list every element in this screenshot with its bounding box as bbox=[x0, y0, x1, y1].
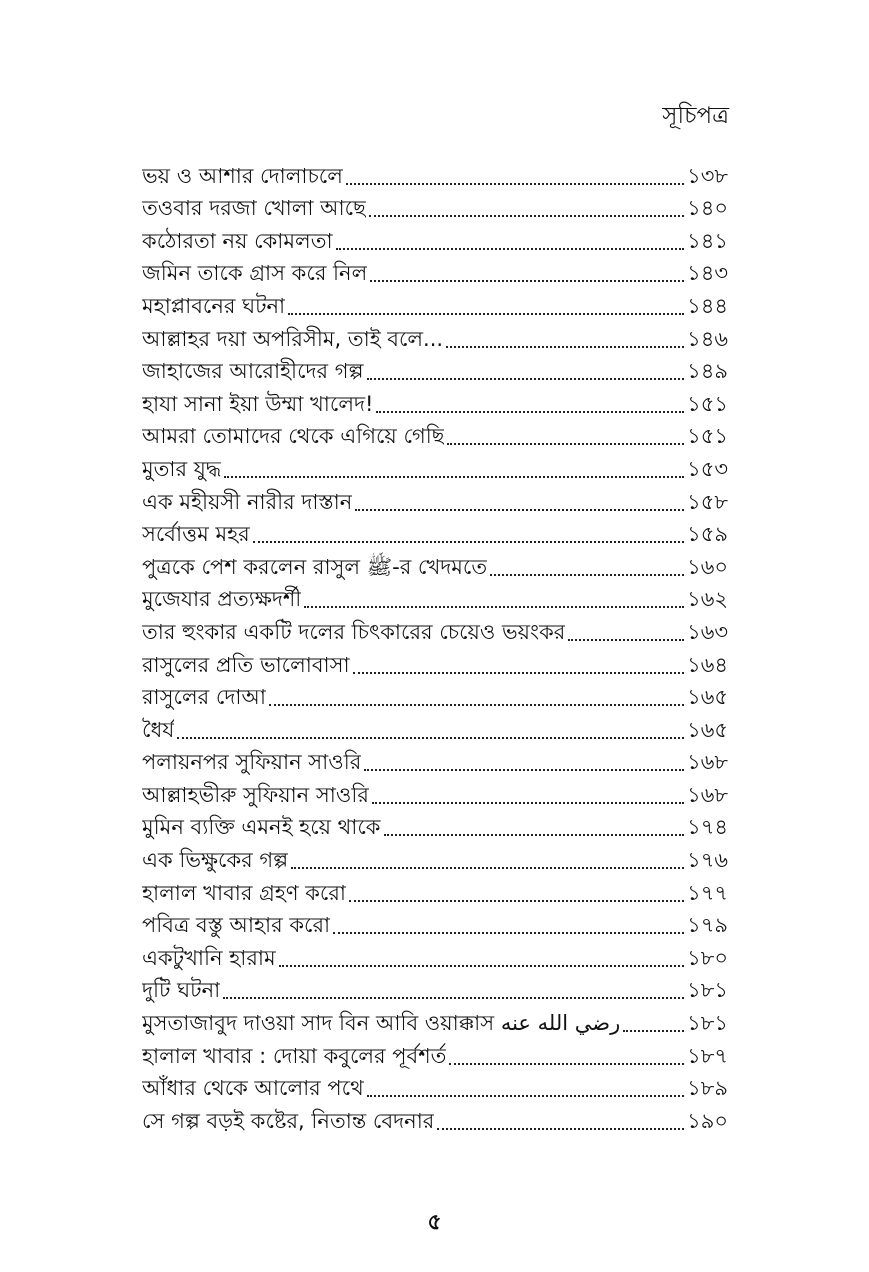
toc-entry bbox=[142, 419, 728, 452]
toc-entry-page: ১৬২ bbox=[687, 587, 728, 612]
toc-entry-title: আল্লাহর দয়া অপরিসীম, তাই বলে... bbox=[142, 326, 444, 351]
toc-entry bbox=[142, 1038, 728, 1071]
toc-entry bbox=[142, 582, 728, 615]
table-of-contents bbox=[142, 158, 728, 1136]
dot-leader bbox=[355, 509, 684, 511]
toc-entry-page: ১৪৪ bbox=[687, 293, 728, 318]
dot-leader bbox=[291, 867, 684, 869]
dot-leader bbox=[447, 443, 684, 445]
toc-entry-title: আঁধার থেকে আলোর পথে bbox=[142, 1076, 364, 1101]
toc-entry-page: ১৫৩ bbox=[687, 456, 728, 481]
dot-leader bbox=[269, 704, 684, 706]
toc-entry-title: পলায়নপর সুফিয়ান সাওরি bbox=[142, 750, 362, 775]
dot-leader bbox=[490, 574, 684, 576]
dot-leader bbox=[623, 1030, 684, 1032]
toc-entry-page: ১৮৯ bbox=[687, 1076, 728, 1101]
dot-leader bbox=[224, 476, 684, 478]
toc-entry bbox=[142, 549, 728, 582]
toc-entry-title: ধৈর্য bbox=[142, 717, 175, 742]
toc-entry bbox=[142, 517, 728, 550]
toc-entry-title: একটুখানি হারাম bbox=[142, 945, 276, 970]
dot-leader bbox=[370, 280, 684, 282]
toc-entry-page: ১৪৯ bbox=[687, 359, 728, 384]
toc-entry-title: আমরা তোমাদের থেকে এগিয়ে গেছি bbox=[142, 424, 445, 449]
toc-entry bbox=[142, 712, 728, 745]
toc-entry-page: ১৮৭ bbox=[687, 1043, 728, 1068]
toc-entry bbox=[142, 614, 728, 647]
toc-entry-title: হালাল খাবার : দোয়া কবুলের পূর্বশর্ত bbox=[142, 1043, 447, 1068]
dot-leader bbox=[177, 737, 684, 739]
toc-entry-title: ভয় ও আশার দোলাচলে bbox=[142, 163, 343, 188]
dot-leader bbox=[279, 965, 684, 967]
dot-leader bbox=[568, 639, 684, 641]
toc-entry bbox=[142, 1103, 728, 1136]
toc-entry-page: ১৪১ bbox=[687, 228, 728, 253]
page-title: সূচিপত্র bbox=[662, 103, 729, 129]
toc-entry-page: ১৬৮ bbox=[687, 750, 728, 775]
toc-entry bbox=[142, 745, 728, 778]
toc-entry bbox=[142, 647, 728, 680]
toc-entry-page: ১৬৪ bbox=[687, 652, 728, 677]
toc-entry-page: ১৬০ bbox=[687, 554, 728, 579]
toc-entry bbox=[142, 256, 728, 289]
toc-entry bbox=[142, 1071, 728, 1104]
toc-entry bbox=[142, 842, 728, 875]
toc-entry-title: জমিন তাকে গ্রাস করে নিল bbox=[142, 261, 368, 286]
toc-entry-page: ১৮০ bbox=[687, 945, 728, 970]
toc-entry bbox=[142, 191, 728, 224]
toc-entry-title: আল্লাহভীরু সুফিয়ান সাওরি bbox=[142, 782, 369, 807]
dot-leader bbox=[437, 1128, 684, 1130]
toc-entry-title: দুটি ঘটনা bbox=[142, 978, 221, 1003]
toc-entry-page: ১৬৮ bbox=[687, 782, 728, 807]
toc-entry bbox=[142, 321, 728, 354]
toc-entry-page: ১৪৩ bbox=[687, 261, 728, 286]
dot-leader bbox=[253, 541, 684, 543]
toc-entry bbox=[142, 810, 728, 843]
toc-entry-title: সর্বোত্তম মহর bbox=[142, 522, 250, 547]
toc-entry-page: ১৫৮ bbox=[687, 489, 728, 514]
dot-leader bbox=[304, 606, 684, 608]
toc-entry bbox=[142, 1005, 728, 1038]
dot-leader bbox=[336, 248, 685, 250]
dot-leader bbox=[376, 411, 684, 413]
dot-leader bbox=[369, 215, 684, 217]
toc-entry bbox=[142, 158, 728, 191]
dot-leader bbox=[372, 802, 684, 804]
toc-entry bbox=[142, 484, 728, 517]
toc-entry-title: মুজেযার প্রত্যক্ষদর্শী bbox=[142, 587, 302, 612]
dot-leader bbox=[367, 1095, 684, 1097]
toc-entry-title: পুত্রকে পেশ করলেন রাসুল ﷺ-র খেদমতে bbox=[142, 554, 488, 579]
toc-entry-page: ১৫৯ bbox=[687, 522, 728, 547]
toc-entry-title: মুমিন ব্যক্তি এমনই হয়ে থাকে bbox=[142, 815, 381, 840]
toc-entry-page: ১৯০ bbox=[687, 1108, 728, 1133]
toc-entry-page: ১৭৯ bbox=[687, 913, 728, 938]
toc-entry bbox=[142, 354, 728, 387]
toc-entry-title: মহাপ্লাবনের ঘটনা bbox=[142, 293, 286, 318]
toc-entry bbox=[142, 940, 728, 973]
toc-entry-title: মুসতাজাবুদ দাওয়া সাদ বিন আবি ওয়াক্কাস رضي الله عنه bbox=[142, 1011, 621, 1036]
toc-entry-title: রাসুলের প্রতি ভালোবাসা bbox=[142, 652, 350, 677]
toc-entry-title: হাযা সানা ইয়া উম্মা খালেদ! bbox=[142, 391, 374, 416]
toc-entry bbox=[142, 288, 728, 321]
toc-entry-title: কঠোরতা নয় কোমলতা bbox=[142, 228, 333, 253]
page-number: ৫ bbox=[427, 1210, 442, 1235]
toc-entry-page: ১৭৬ bbox=[687, 848, 728, 873]
toc-entry bbox=[142, 973, 728, 1006]
toc-entry-title: পবিত্র বস্তু আহার করো bbox=[142, 913, 331, 938]
toc-entry-page: ১৬৫ bbox=[687, 717, 728, 742]
toc-entry-page: ১৩৮ bbox=[687, 163, 728, 188]
toc-entry-title: মুতার যুদ্ধ bbox=[142, 456, 222, 481]
dot-leader bbox=[449, 1063, 684, 1065]
dot-leader bbox=[446, 346, 684, 348]
toc-entry-page: ১৮১ bbox=[687, 978, 728, 1003]
toc-entry-page: ১৮১ bbox=[687, 1011, 728, 1036]
toc-entry-page: ১৫১ bbox=[687, 391, 728, 416]
toc-entry-title: এক ভিক্ষুকের গল্প bbox=[142, 848, 289, 873]
toc-entry-page: ১৪৬ bbox=[687, 326, 728, 351]
toc-entry-title: হালাল খাবার গ্রহণ করো bbox=[142, 880, 346, 905]
dot-leader bbox=[353, 672, 684, 674]
toc-entry bbox=[142, 386, 728, 419]
toc-entry-page: ১৭৭ bbox=[687, 880, 728, 905]
toc-entry-page: ১৬৫ bbox=[687, 685, 728, 710]
toc-entry bbox=[142, 908, 728, 941]
toc-entry bbox=[142, 451, 728, 484]
dot-leader bbox=[367, 378, 685, 380]
dot-leader bbox=[346, 183, 684, 185]
toc-entry-page: ১৭৪ bbox=[687, 815, 728, 840]
dot-leader bbox=[333, 932, 684, 934]
dot-leader bbox=[288, 313, 684, 315]
toc-entry-title: এক মহীয়সী নারীর দাস্তান bbox=[142, 489, 353, 514]
dot-leader bbox=[364, 769, 684, 771]
toc-entry-title: সে গল্প বড়ই কষ্টের, নিতান্ত বেদনার bbox=[142, 1108, 435, 1133]
toc-entry-page: ১৬৩ bbox=[687, 619, 728, 644]
toc-entry bbox=[142, 223, 728, 256]
dot-leader bbox=[349, 900, 684, 902]
toc-entry-title: তার হুংকার একটি দলের চিৎকারের চেয়েও ভয়ংকর bbox=[142, 619, 566, 644]
dot-leader bbox=[223, 997, 684, 999]
toc-entry bbox=[142, 777, 728, 810]
toc-entry-title: রাসুলের দোআ bbox=[142, 685, 266, 710]
dot-leader bbox=[384, 834, 685, 836]
toc-entry-page: ১৪০ bbox=[687, 196, 728, 221]
toc-entry-title: তওবার দরজা খোলা আছে bbox=[142, 196, 366, 221]
toc-entry bbox=[142, 875, 728, 908]
toc-entry-title: জাহাজের আরোহীদের গল্প bbox=[142, 359, 364, 384]
toc-entry bbox=[142, 680, 728, 713]
toc-entry-page: ১৫১ bbox=[687, 424, 728, 449]
